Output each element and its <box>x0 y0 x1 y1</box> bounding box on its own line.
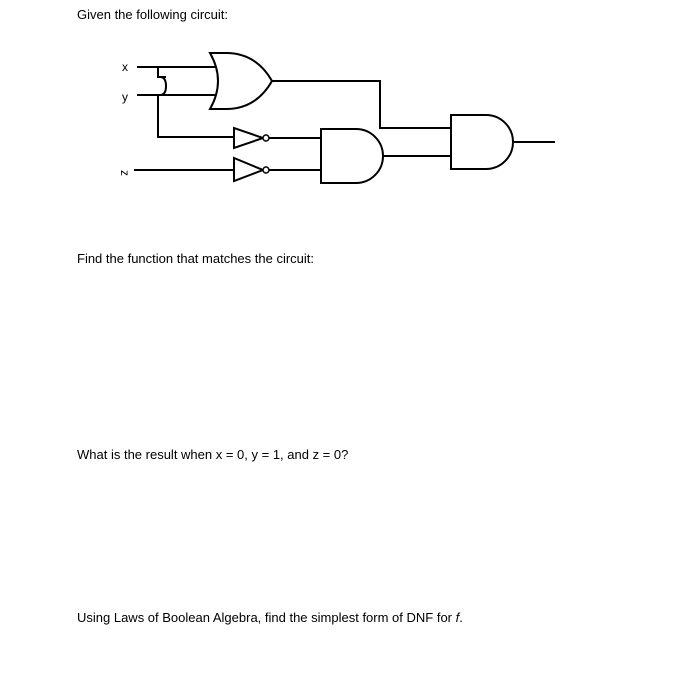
input-label-y: y <box>122 90 128 104</box>
not-gate-2-bubble <box>263 167 269 173</box>
not-gate-1-bubble <box>263 135 269 141</box>
and-gate-2 <box>451 115 513 169</box>
question-dnf <box>77 610 463 626</box>
question-dnf-variable: f <box>455 610 460 625</box>
or-gate <box>210 53 272 109</box>
wire-x-junction <box>158 67 166 77</box>
question-dnf-text: Using Laws of Boolean Algebra, find the simplest form of DNF for <box>77 610 456 625</box>
question-find-function: Find the function that matches the circuit: <box>77 251 315 266</box>
not-gate-2 <box>234 158 263 181</box>
wire-branch-to-inverter-1 <box>158 95 234 137</box>
wire-or-to-and-2 <box>272 81 451 128</box>
not-gate-1 <box>234 128 263 148</box>
input-label-x: x <box>122 60 128 74</box>
question-dnf-suffix: . <box>459 610 463 625</box>
and-gate-1 <box>321 129 383 183</box>
wire-y-crossover <box>160 77 166 95</box>
question-evaluate: What is the result when x = 0, y = 1, and z = 0? <box>77 447 349 462</box>
input-label-z: z <box>118 170 132 176</box>
question-intro: Given the following circuit: <box>77 7 229 22</box>
